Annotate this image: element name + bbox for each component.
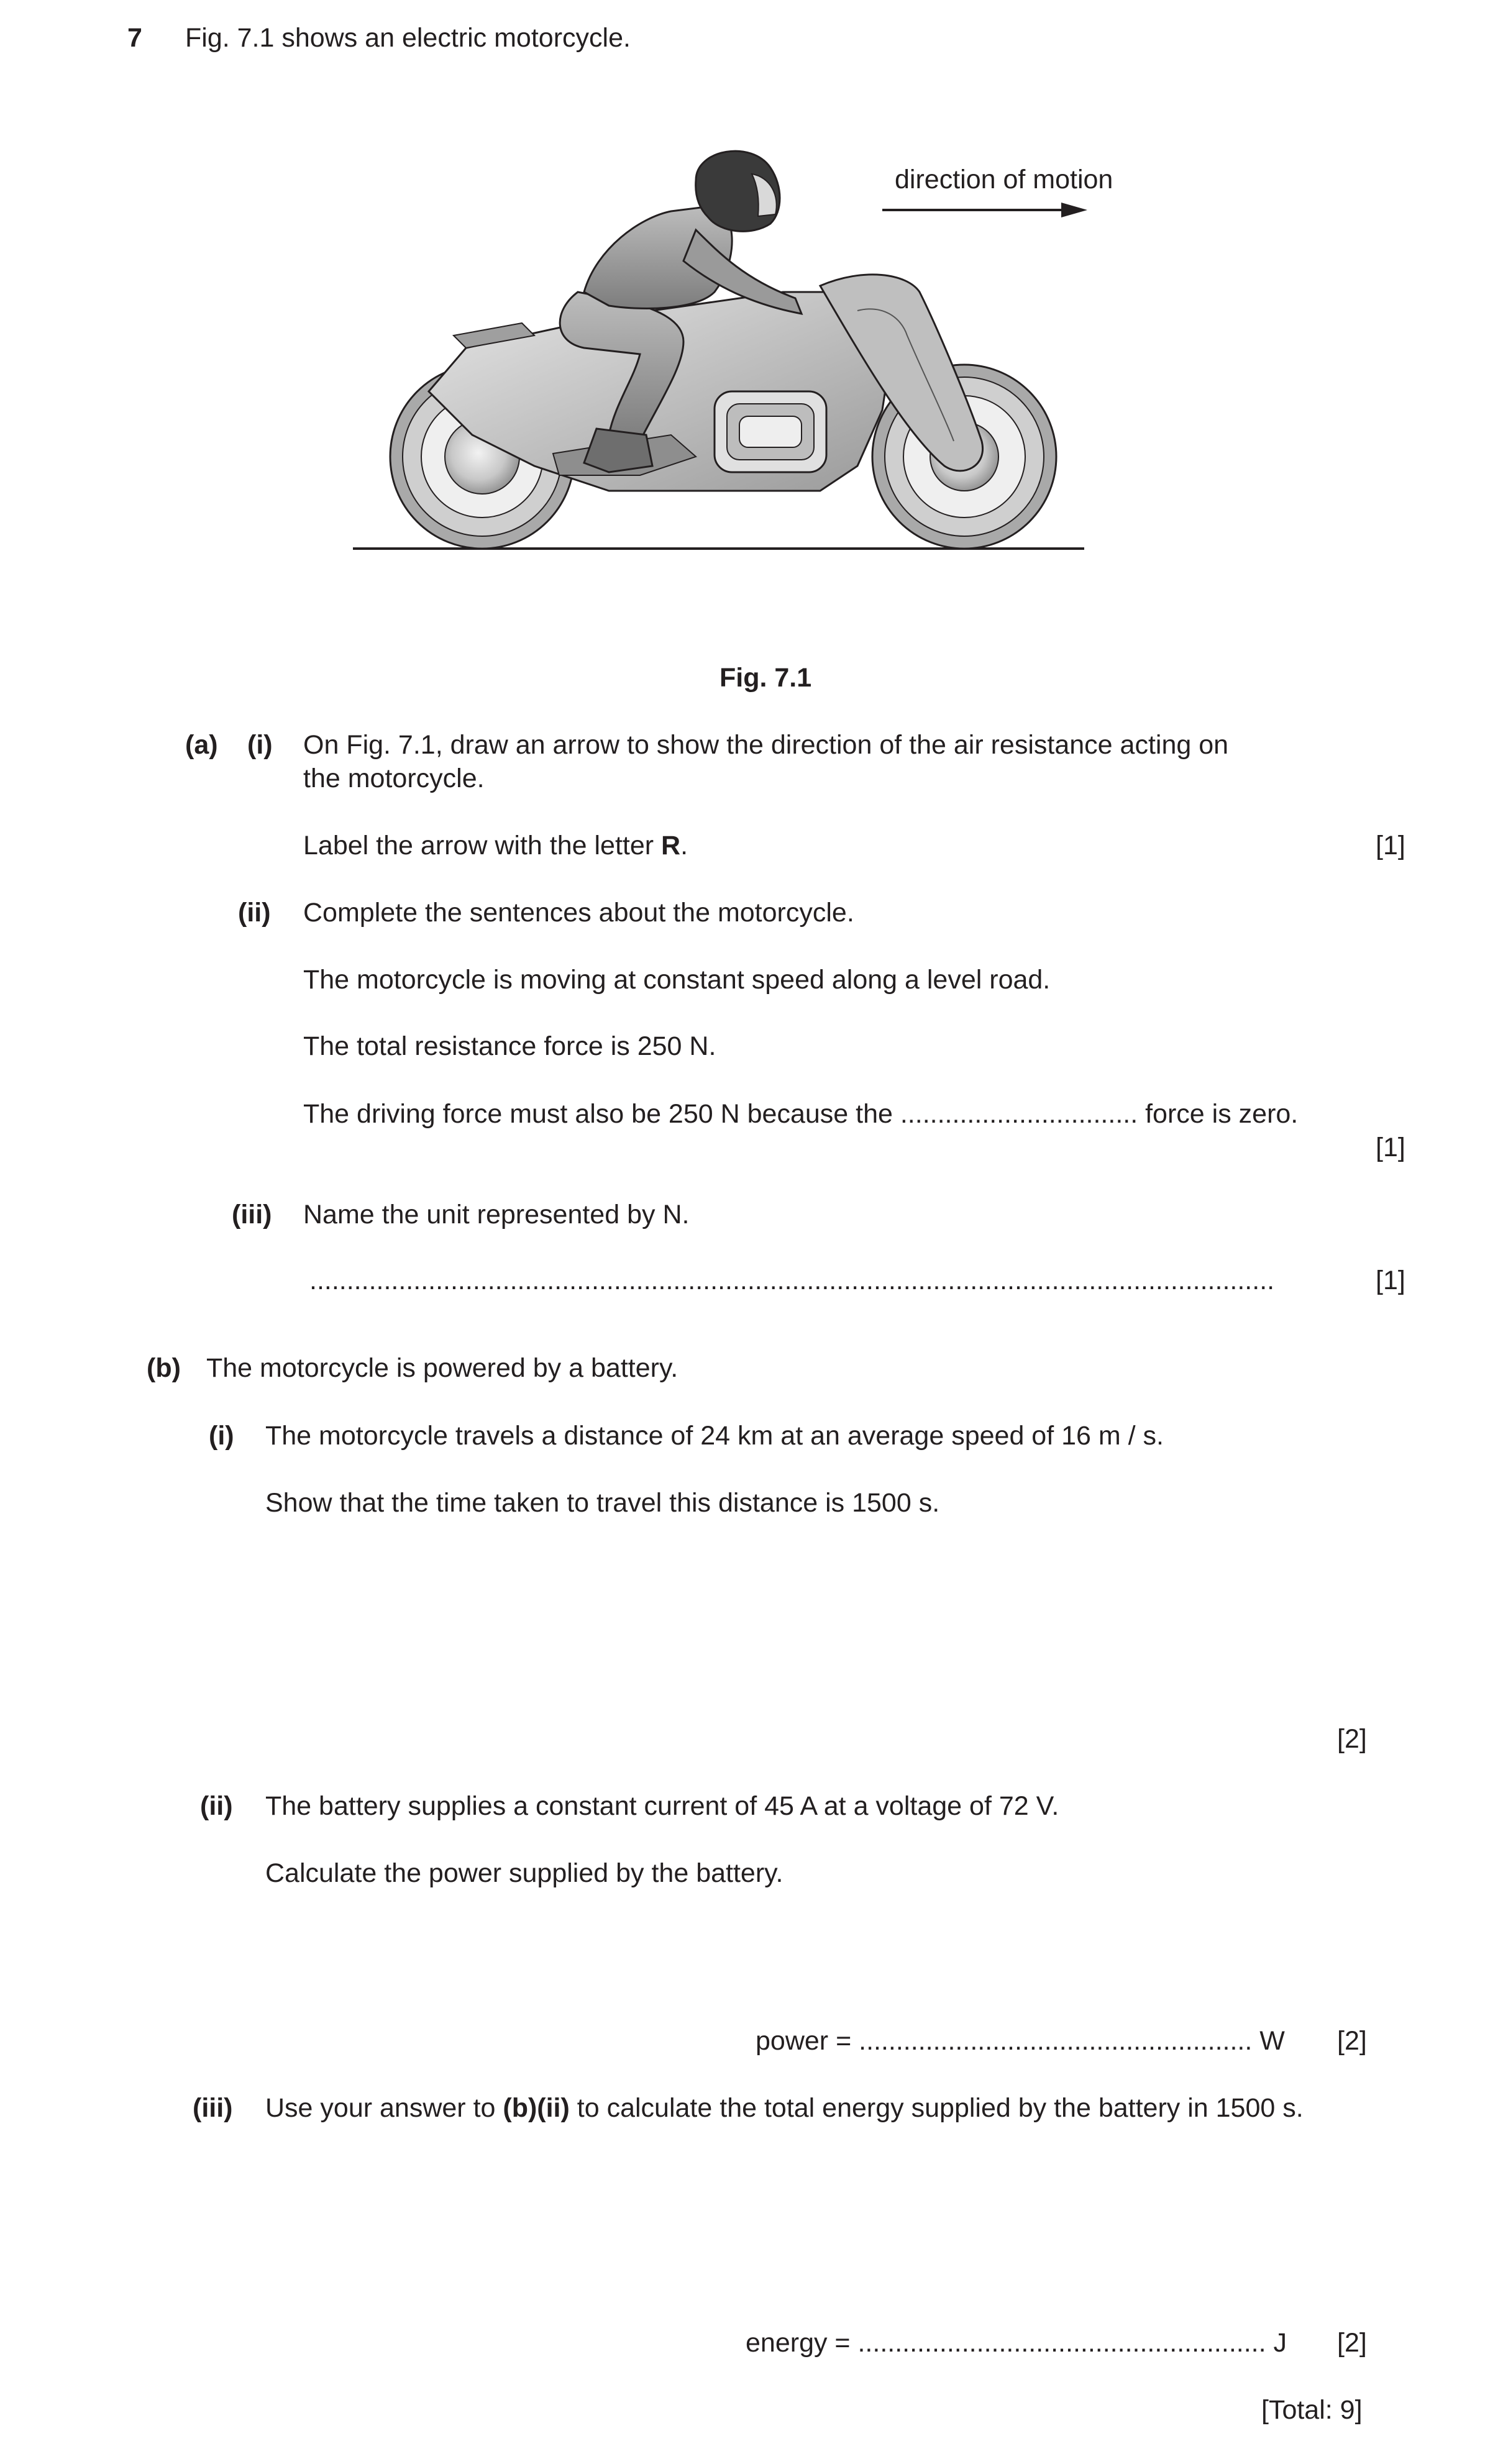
- part-b-intro: The motorcycle is powered by a battery.: [206, 1353, 678, 1383]
- part-b-label: (b): [147, 1353, 181, 1383]
- part-a-i-line2: the motorcycle.: [303, 764, 485, 793]
- part-a-ii-sentence2: The total resistance force is 250 N.: [303, 1031, 716, 1061]
- part-b-iii-line: Use your answer to (b)(ii) to calculate the total energy supplied by the battery in 1500 s.: [265, 2093, 1304, 2123]
- question-intro: Fig. 7.1 shows an electric motorcycle.: [185, 23, 631, 53]
- power-answer-prefix: power =: [756, 2026, 859, 2056]
- part-b-i-marks: [2]: [1337, 1724, 1367, 1754]
- energy-answer-prefix: energy =: [746, 2328, 858, 2358]
- part-b-ii-line2: Calculate the power supplied by the battery.: [265, 1858, 783, 1888]
- energy-answer: [746, 2330, 1287, 2357]
- part-b-ii-label: (ii): [200, 1791, 233, 1821]
- part-a-iii-marks: [1]: [1376, 1266, 1405, 1295]
- direction-of-motion-label: direction of motion: [895, 165, 1113, 194]
- part-a-ii-label: (ii): [238, 898, 271, 928]
- power-answer-line[interactable]: .....................................................: [859, 2026, 1253, 2056]
- figure-caption: Fig. 7.1: [720, 663, 812, 693]
- part-a-i-marks: [1]: [1376, 831, 1405, 860]
- energy-unit: J: [1273, 2328, 1287, 2358]
- part-a-ii-sentence1: The motorcycle is moving at constant speed along a level road.: [303, 965, 1051, 995]
- part-b-iii-label: (iii): [193, 2093, 233, 2123]
- direction-arrow: [882, 203, 1087, 217]
- part-a-ii-sentence3: The driving force must also be 250 N because the ................................ force is zero.: [303, 1099, 1299, 1129]
- part-b-ii-marks: [2]: [1337, 2026, 1367, 2056]
- part-b-ii-line1: The battery supplies a constant current of 45 A at a voltage of 72 V.: [265, 1791, 1059, 1821]
- part-a-iii-answer-line[interactable]: ..................................................................................................................................: [309, 1266, 1275, 1295]
- part-a-i-label-instruction: Label the arrow with the letter R.: [303, 831, 688, 860]
- question-number: 7: [127, 23, 142, 53]
- part-a-iii-instruction: Name the unit represented by N.: [303, 1200, 690, 1230]
- part-b-i-line2: Show that the time taken to travel this distance is 1500 s.: [265, 1488, 940, 1518]
- total-marks: [Total: 9]: [1261, 2395, 1363, 2425]
- part-a-ii-instruction: Complete the sentences about the motorcycle.: [303, 898, 854, 928]
- part-a-i-line1: On Fig. 7.1, draw an arrow to show the direction of the air resistance acting on: [303, 730, 1229, 760]
- part-b-iii-marks: [2]: [1337, 2328, 1367, 2358]
- part-a-iii-label: (iii): [232, 1200, 272, 1230]
- part-b-i-line1: The motorcycle travels a distance of 24 km at an average speed of 16 m / s.: [265, 1421, 1164, 1451]
- power-unit: W: [1259, 2026, 1285, 2056]
- power-answer: [756, 2028, 1285, 2055]
- motorcycle-illustration: [348, 143, 1199, 565]
- part-b-i-label: (i): [209, 1421, 234, 1451]
- energy-answer-line[interactable]: .......................................................: [857, 2328, 1266, 2358]
- part-a-ii-marks: [1]: [1376, 1133, 1405, 1162]
- part-a-label: (a): [185, 730, 218, 760]
- figure-motorcycle: [348, 143, 1199, 565]
- part-a-i-label: (i): [247, 730, 273, 760]
